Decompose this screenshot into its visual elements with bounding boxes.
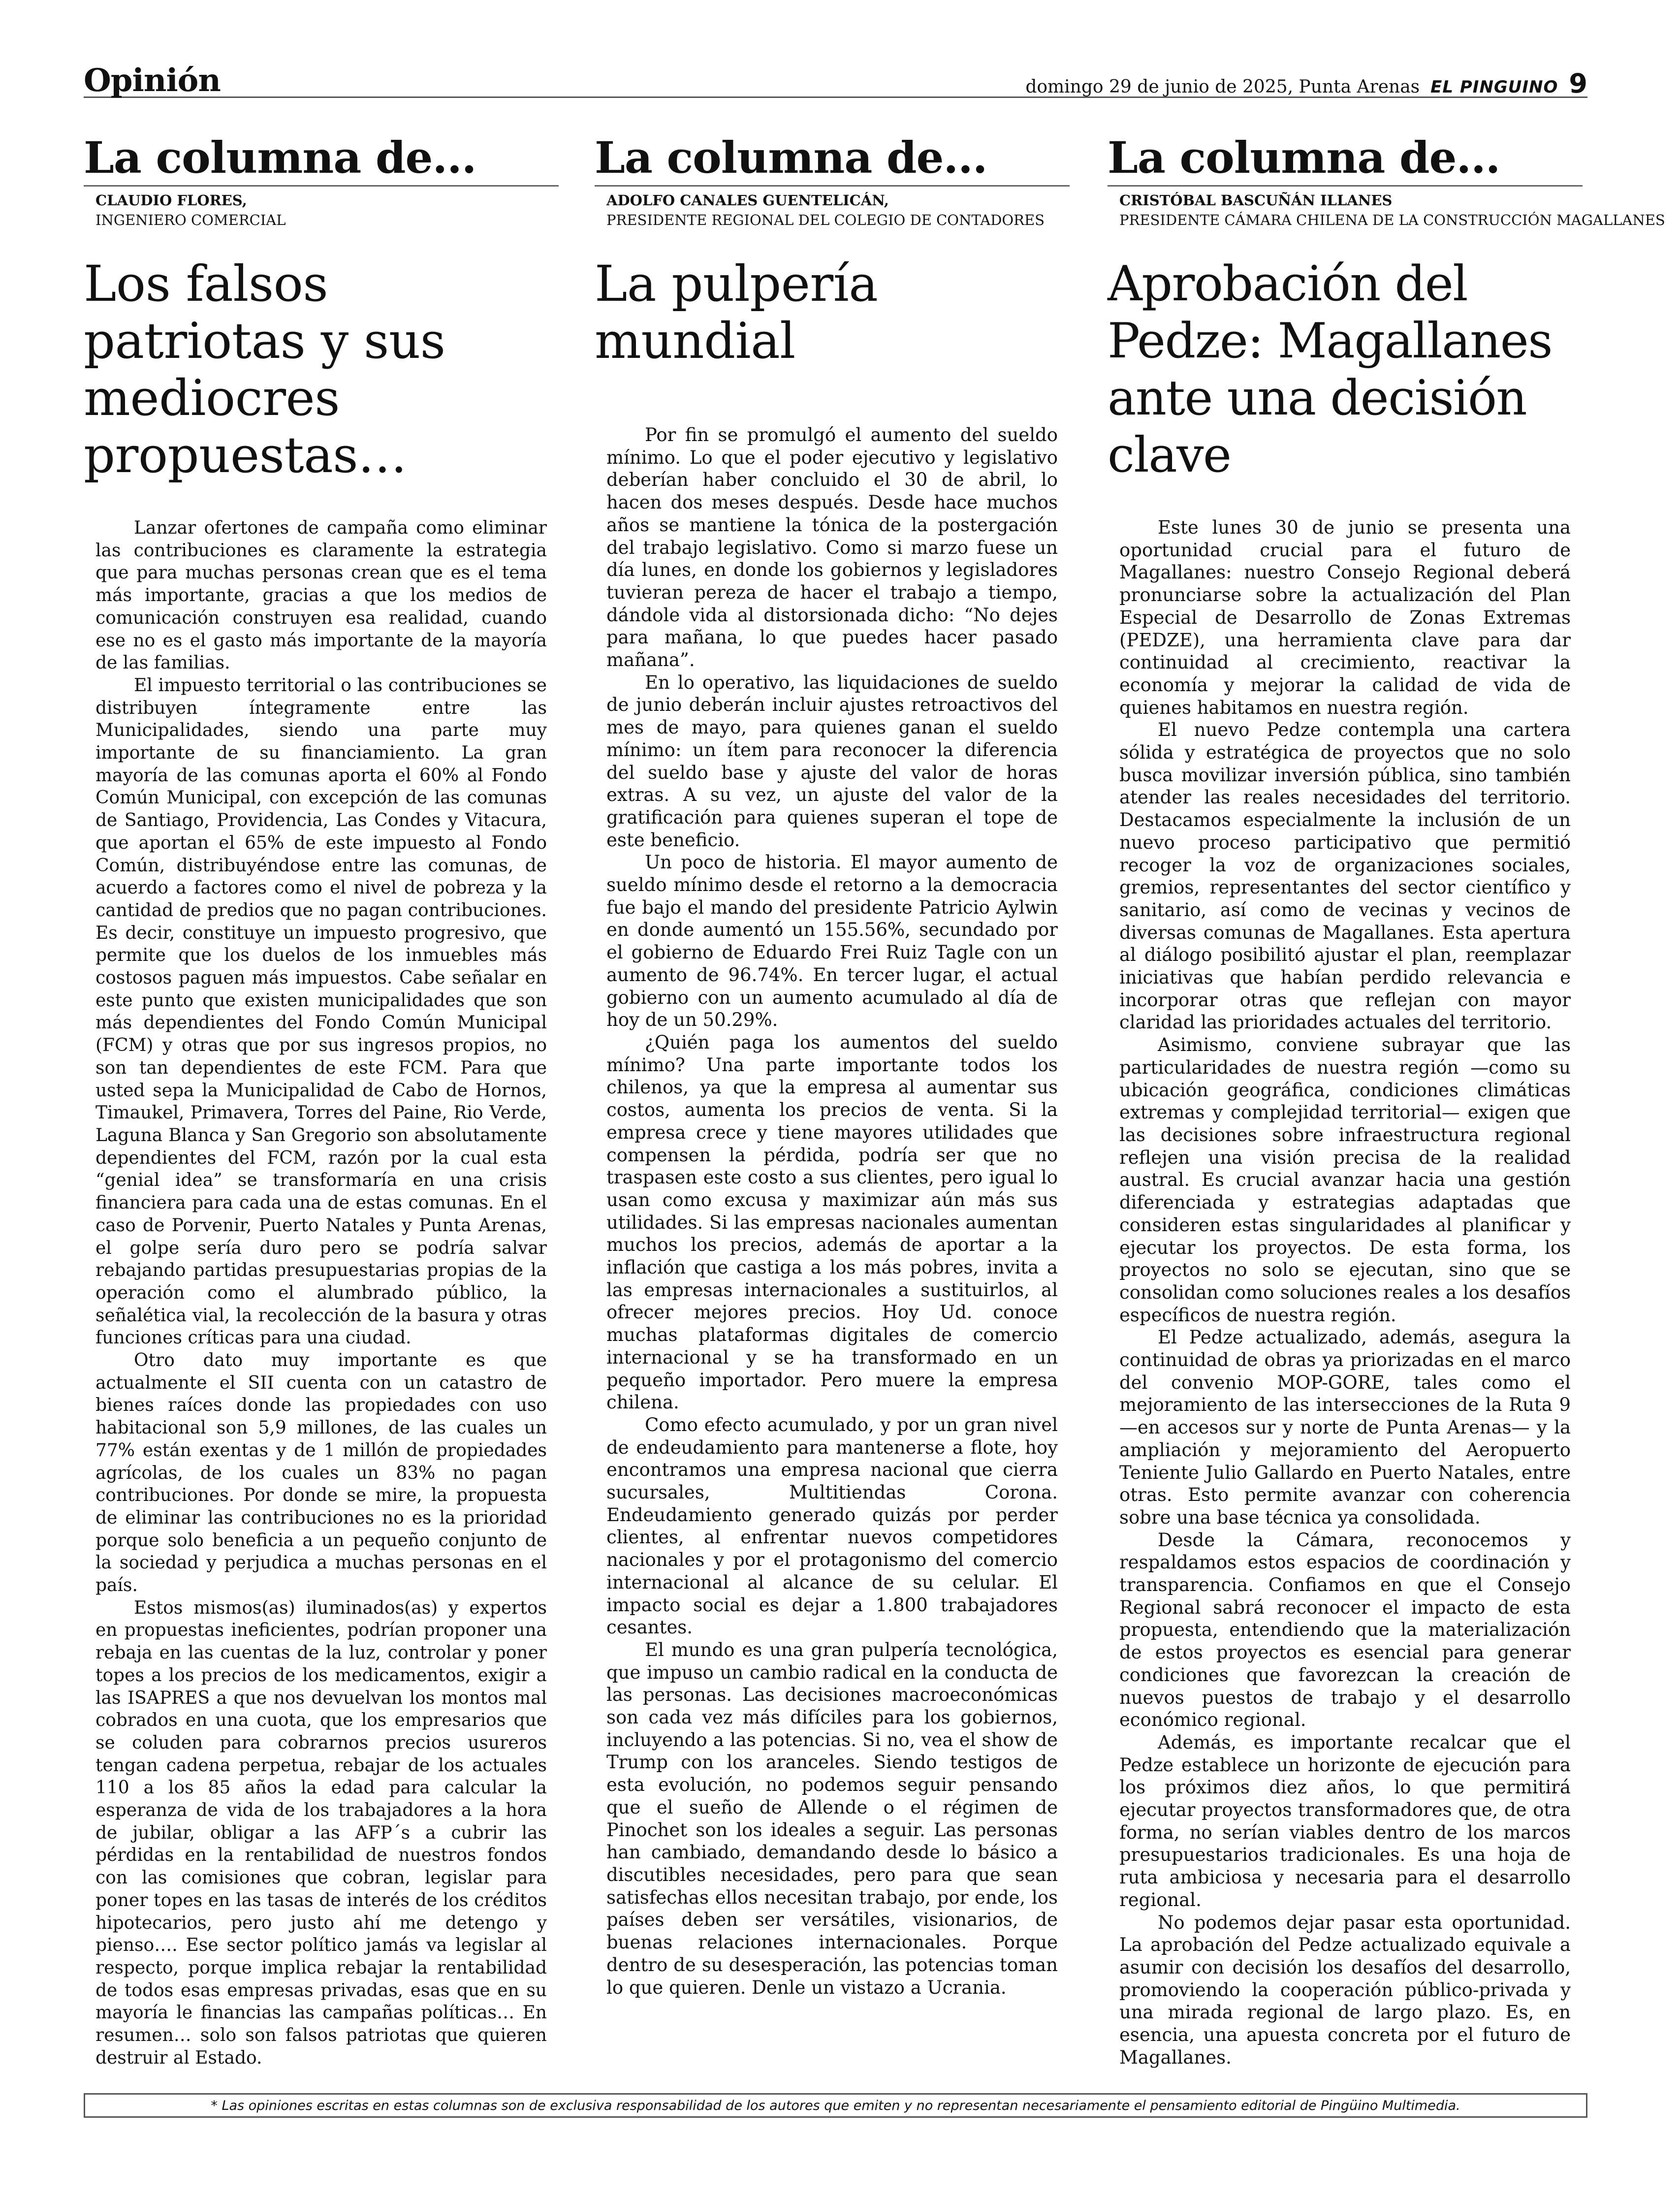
column-label: La columna de... (1108, 133, 1583, 187)
author-role: INGENIERO COMERCIAL (95, 212, 286, 228)
paragraph: Como efecto acumulado, y por un gran nivel de endeudamiento para mantenerse a flote, hoy encontramos una empresa nacional que cierra sucursales, Multitiendas Corona. Endeudamiento generado quizás por perder clientes, al enfrentar nuevos competidores nacionales y por el protagonismo del comercio internacional al alcance de su celular. El impacto social es dejar a 1.800 trabajadores cesantes. (606, 1414, 1058, 1638)
author-name: ADOLFO CANALES GUENTELICÁN, (606, 192, 889, 209)
article-body (84, 517, 559, 2070)
paragraph: No podemos dejar pasar esta oportunidad. La aprobación del Pedze actualizado equivale a asumir con decisión los desafíos del desarrollo, promoviendo la cooperación público-privada y una mirada regional de largo plazo. Es, en esencia, una apuesta concreta por el futuro de Magallanes. (1119, 1911, 1571, 2068)
author-name: CRISTÓBAL BASCUÑÁN ILLANES (1119, 192, 1393, 209)
author-name: CLAUDIO FLORES, (95, 192, 247, 209)
column-2 (595, 133, 1070, 1999)
paragraph: Un poco de historia. El mayor aumento de sueldo mínimo desde el retorno a la democracia fue bajo el mando del presidente Patricio Aylwin en donde aumentó un 155.56%, secundado por el gobierno de Eduardo Frei Ruiz Tagle con un aumento de 96.74%. En tercer lugar, el actual gobierno con un aumento acumulado al día de hoy de un 50.29%. (606, 852, 1058, 1031)
column-label: La columna de... (595, 133, 1070, 187)
byline (84, 191, 559, 230)
article-headline: Aprobación del Pedze: Magallanes ante una decisión clave (1108, 256, 1553, 483)
paragraph: ¿Quién paga los aumentos del sueldo mínimo? Una parte importante todos los chilenos, ya que la empresa al aumentar sus costos, aumenta los precios de venta. Si la empresa crece y tiene mayores utilidades que compensen la pérdida, podría ser que no traspasen este costo a sus clientes, pero igual lo usan como excusa y maximizar aún más sus utilidades. Si las empresas nacionales aumentan muchos los precios, además de aportar a la inflación que castiga a los más pobres, invita a las empresas internacionales a sustituirlos, al ofrecer mejores precios. Hoy Ud. conoce muchas plataformas digitales de comercio internacional y se ha transformado en un pequeño importador. Pero muere la empresa chilena. (606, 1031, 1058, 1413)
brand-logo: EL PINGUINO (1430, 77, 1558, 97)
paragraph: Este lunes 30 de junio se presenta una oportunidad crucial para el futuro de Magallanes: nuestro Consejo Regional deberá pronunciarse sobre la actualización del Plan Especial de Desarrollo de Zonas Extremas (PEDZE), una herramienta clave para dar continuidad al crecimiento, reactivar la economía y mejorar la calidad de vida de quienes habitamos en nuestra región. (1119, 517, 1571, 718)
paragraph: En lo operativo, las liquidaciones de sueldo de junio deberán incluir ajustes retroactivos del mes de mayo, para quienes ganan el sueldo mínimo: un ítem para reconocer la diferencia del sueldo base y ajuste del valor de horas extras. A su vez, un ajuste del valor de la gratificación para quienes superan el tope de este beneficio. (606, 671, 1058, 851)
article-headline: Los falsos patriotas y sus mediocres propuestas… (84, 255, 445, 484)
paragraph: Asimismo, conviene subrayar que las particularidades de nuestra región —como su ubicación geográfica, condiciones climáticas extremas y complejidad territorial— exigen que las decisiones sobre infraestructura regional reflejen una visión precisa de la realidad austral. Es crucial avanzar hacia una gestión diferenciada y estrategias adaptadas que consideren estas singularidades al planificar y ejecutar los proyectos. De esta forma, los proyectos no solo se ejecutan, sino que se consolidan como soluciones reales a los desafíos específicos de nuestra región. (1119, 1034, 1571, 1326)
column-label: La columna de... (84, 133, 559, 187)
paragraph: El impuesto territorial o las contribuciones se distribuyen íntegramente entre las Municipalidades, siendo una parte muy importante de su financiamiento. La gran mayoría de las comunas aporta el 60% al Fondo Común Municipal, con excepción de las comunas de Santiago, Providencia, Las Condes y Vitacura, que aportan el 65% de este impuesto al Fondo Común, distribuyéndose entre las comunas, de acuerdo a factores como el nivel de pobreza y la cantidad de predios que no pagan contribuciones. Es decir, constituye un impuesto progresivo, que permite que los duelos de los inmuebles más costosos paguen más impuestos. Cabe señalar en este punto que existen municipalidades que son más dependientes del Fondo Común Municipal (FCM) y otras que por sus ingresos propios, no son tan dependientes de este FCM. Para que usted sepa la Municipalidad de Cabo de Hornos, Timaukel, Primavera, Torres del Paine, Rio Verde, Laguna Blanca y San Gregorio son absolutamente dependientes del FCM, razón por la cual esta “genial idea” se transformaría en una crisis financiera para cada una de estas comunas. En el caso de Porvenir, Puerto Natales y Punta Arenas, el golpe sería duro pero se podría salvar rebajando partidas presupuestarias propias de la operación como el alumbrado público, la señalética vial, la recolección de la basura y otras funciones críticas para una ciudad. (95, 675, 547, 1348)
article-headline: La pulpería mundial (595, 255, 878, 370)
paragraph: El nuevo Pedze contempla una cartera sólida y estratégica de proyectos que no solo busca movilizar inversión pública, sino también atender las reales necesidades del territorio. Destacamos especialmente la inclusión de un nuevo proceso participativo que permitió recoger la voz de organizaciones sociales, gremios, representantes del sector científico y sanitario, así como de vecinas y vecinos de diversas comunas de Magallanes. Esta apertura al diálogo posibilitó ajustar el plan, reemplazar iniciativas que habían perdido relevancia e incorporar otras que reflejan con mayor claridad las prioridades actuales del territorio. (1119, 719, 1571, 1033)
paragraph: El mundo es una gran pulpería tecnológica, que impuso un cambio radical en la conducta de las personas. Las decisiones macroeconómicas son cada vez más difíciles para los gobiernos, incluyendo a las potencias. Si no, vea el show de Trump con los aranceles. Siendo testigos de esta evolución, no podemos seguir pensando que el sueño de Allende o el régimen de Pinochet son los ideales a seguir. Las personas han cambiado, demandando desde lo básico a discutibles necesidades, pero para que sean satisfechas ellos necesitan trabajo, por ende, los países deben ser versátiles, visionarios, de buenas relaciones internacionales. Porque dentro de su desesperación, las potencias toman lo que quieren. Denle un vistazo a Ucrania. (606, 1639, 1058, 1998)
disclaimer-text: * Las opiniones escritas en estas columnas son de exclusiva responsabilidad de los autores que emiten y no representan necesariamente el pensamiento editorial de Pingüino Multimedia. (211, 2098, 1460, 2113)
author-role: PRESIDENTE CÁMARA CHILENA DE LA CONSTRUCCIÓN MAGALLANES (1119, 212, 1665, 228)
column-1 (84, 133, 559, 2070)
page-header (84, 59, 1587, 98)
author-role: PRESIDENTE REGIONAL DEL COLEGIO DE CONTADORES (606, 212, 1045, 228)
article-body (1108, 516, 1583, 2069)
page-number: 9 (1569, 68, 1587, 99)
disclaimer-box (84, 2093, 1587, 2118)
paragraph: Otro dato muy importante es que actualmente el SII cuenta con un catastro de bienes raíces donde las propiedades con uso habitacional son 5,9 millones, de las cuales un 77% están exentas y de 1 millón de propiedades agrícolas, de los cuales un 83% no pagan contribuciones. Por donde se mire, la propuesta de eliminar las contribuciones no es la prioridad porque solo beneficia a un pequeño conjunto de la sociedad y perjudica a muchas personas en el país. (95, 1350, 547, 1596)
section-name: Opinión (84, 62, 221, 99)
paragraph: Además, es importante recalcar que el Pedze establece un horizonte de ejecución para los próximos diez años, lo que permitirá ejecutar proyectos transformadores que, de otra forma, no serían viables dentro de los marcos presupuestarios tradicionales. Es una hoja de ruta ambiciosa y necesaria para el desarrollo regional. (1119, 1731, 1571, 1911)
paragraph: Desde la Cámara, reconocemos y respaldamos estos espacios de coordinación y transparencia. Confiamos en que el Consejo Regional sabrá reconocer el impacto de esta propuesta, entendiendo que la materialización de estos proyectos es esencial para generar condiciones que favorezcan la creación de nuevos puestos de trabajo y el desarrollo económico regional. (1119, 1529, 1571, 1731)
paragraph: Lanzar ofertones de campaña como eliminar las contribuciones es claramente la estrategia que para muchas personas crean que es el tema más importante, gracias a que los medios de comunicación construyen esa realidad, cuando ese no es el gasto más importante de la mayoría de las familias. (95, 518, 547, 673)
article-body (595, 424, 1070, 1999)
column-3 (1108, 132, 1665, 2069)
byline (595, 191, 1070, 230)
dateline: domingo 29 de junio de 2025, Punta Arenas (1025, 77, 1420, 97)
byline (1108, 191, 1665, 230)
paragraph: Por fin se promulgó el aumento del sueldo mínimo. Lo que el poder ejecutivo y legislativo deberían haber concluido el 30 de abril, lo hacen dos meses después. Desde hace muchos años se mantiene la tónica de la postergación del trabajo legislativo. Como si marzo fuese un día lunes, en donde los gobiernos y legisladores tuvieran pereza de hacer el trabajo a tiempo, dándole vida al distorsionada dicho: “No dejes para mañana, lo que puedes hacer pasado mañana”. (606, 424, 1058, 671)
paragraph: El Pedze actualizado, además, asegura la continuidad de obras ya priorizadas en el marco del convenio MOP-GORE, tales como el mejoramiento de las intersecciones de la Ruta 9 —en accesos sur y norte de Punta Arenas— y la ampliación y mejoramiento del Aeropuerto Teniente Julio Gallardo en Puerto Natales, entre otras. Esto permite avanzar con coherencia sobre una base técnica ya consolidada. (1119, 1327, 1571, 1528)
header-meta (1025, 68, 1587, 99)
paragraph: Estos mismos(as) iluminados(as) y expertos en propuestas ineficientes, podrían proponer una rebaja en las cuentas de la luz, controlar y poner topes a los precios de los medicamentos, exigir a las ISAPRES a que nos devuelvan los montos mal cobrados en una cuota, que los empresarios que se coluden para cobrarnos precios usureros tengan cadena perpetua, rebajar de los actuales 110 a los 85 años la edad para calcular la esperanza de vida de los trabajadores a la hora de jubilar, obligar a las AFP´s a cubrir las pérdidas en la rentabilidad de nuestros fondos con las comisiones que cobran, legislar para poner topes en las tasas de interés de los créditos hipotecarios, pero justo ahí me detengo y pienso…. Ese sector político jamás va legislar al respecto, porque implica rebajar la rentabilidad de todos esas empresas privadas, esas que en su mayoría le financias las campañas políticas… En resumen… solo son falsos patriotas que quieren destruir al Estado. (95, 1597, 547, 2068)
